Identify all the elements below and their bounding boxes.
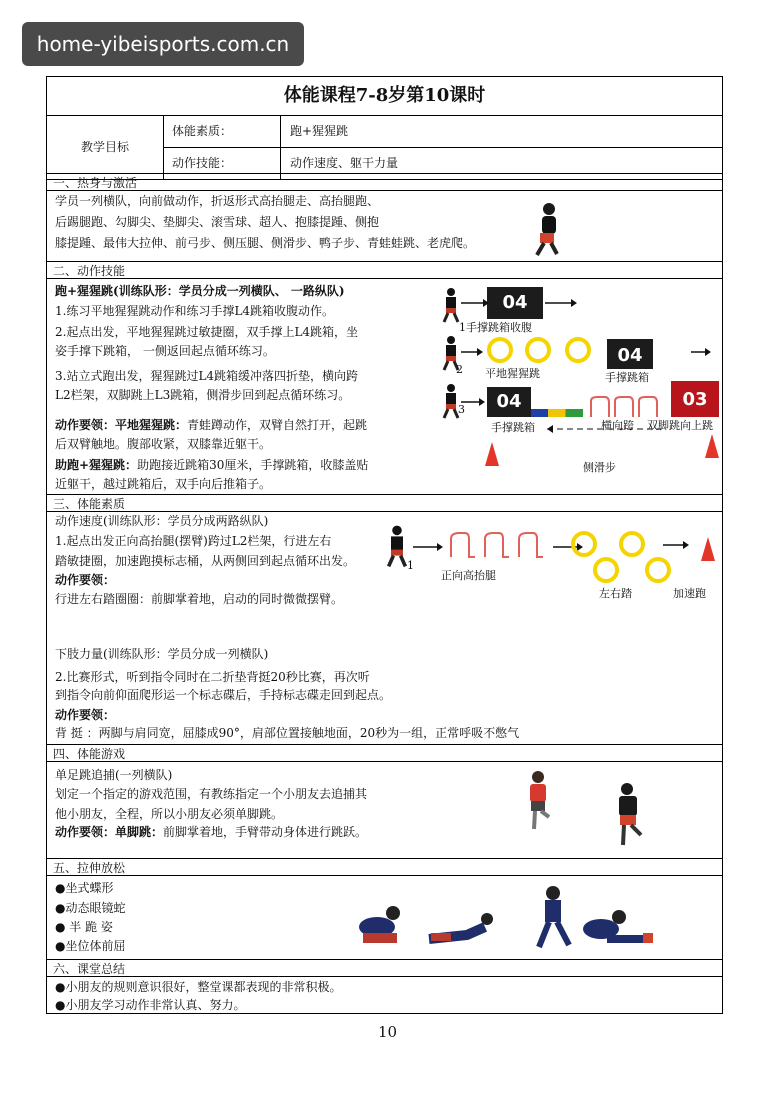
agility-ring — [593, 557, 619, 583]
goal-label: 教学目标 — [47, 115, 164, 179]
req-line: 近躯干，越过跳箱后，双手向后推箱子。 — [55, 477, 272, 491]
child-hopping-icon — [609, 781, 649, 847]
req-value: 前脚掌着地，手臂带动身体进行跳跃。 — [163, 825, 368, 839]
butterfly-pose-icon — [359, 906, 400, 943]
req-key: 动作要领：平地猩猩跳： — [55, 418, 188, 432]
req-value: 青蛙蹲动作，双臂自然打开，起跳 — [187, 418, 368, 432]
section-header-warmup: 一、热身与激活 — [47, 173, 722, 191]
vault-box: 03 — [671, 381, 719, 417]
warmup-line: 学员一列横队，向前做动作，折返形式高抬腿走、高抬腿跑、 — [55, 194, 380, 208]
game-line: 他小朋友，全程，所以小朋友必须单脚跳。 — [55, 807, 284, 821]
agility-ring — [571, 531, 597, 557]
stretch-item: ●坐位体前屈 — [55, 939, 126, 953]
summary-item: ●小朋友的规则意识很好，整堂课都表现的非常积极。 — [55, 980, 342, 994]
child-running-icon — [441, 287, 461, 323]
diagram-label: 左右踏 — [599, 587, 632, 600]
arrow-icon — [663, 539, 691, 551]
section-header-fitness: 三、体能素质 — [47, 494, 722, 512]
seated-forward-bend-icon — [583, 910, 653, 943]
fitness-line: 到指令向前仰面爬形运一个标志碟后，手持标志碟走回到起点。 — [55, 688, 392, 702]
divider — [280, 115, 281, 147]
skills-subtitle: 跑+猩猩跳(训练队形：学员分成一列横队、 一路纵队) — [55, 284, 345, 298]
kneeling-pose-icon — [539, 886, 569, 947]
page-number: 10 — [377, 1023, 398, 1041]
diagram-label: 1手撑跳箱收腹 — [459, 321, 532, 334]
teaching-goal-block — [47, 115, 722, 180]
skill-key: 动作技能： — [172, 156, 233, 170]
cone-icon — [485, 442, 499, 466]
diagram-number: 1 — [407, 559, 414, 572]
quality-value: 跑+猩猩跳 — [290, 124, 349, 138]
vault-box: 04 — [487, 387, 531, 417]
child-hopping-icon — [521, 769, 555, 831]
watermark: home-yibeisports.com.cn — [22, 22, 304, 66]
diagram-label: 横向跨 — [601, 419, 634, 432]
fitness-line: 1.起点出发正向高抬腿(摆臂)跨过L2栏架，行进左右 — [55, 534, 332, 548]
quality-key: 体能素质： — [172, 124, 233, 138]
lesson-plan-table — [46, 76, 723, 1014]
skills-line: 姿手撑下跳箱， 一侧返回起点循环练习。 — [55, 344, 275, 358]
diagram-label: 双脚跳向上跳 — [647, 419, 713, 432]
skill-value: 动作速度、躯干力量 — [290, 156, 399, 170]
diagram-label: 手撑跳箱 — [491, 421, 535, 434]
fitness-line: 2.比赛形式，听到指令同时在二折垫背挺20秒比赛，再次听 — [55, 670, 370, 684]
stretch-item: ● 半 跪 姿 — [55, 920, 113, 934]
cone-icon — [701, 537, 715, 561]
fitness-line: 行进左右踏圈圈：前脚掌着地，启动的同时微微摆臂。 — [55, 592, 344, 606]
req-line: 后双臂触地。腹部收紧，双膝靠近躯干。 — [55, 437, 272, 451]
diagram-label: 平地猩猩跳 — [485, 367, 540, 380]
section-header-summary: 六、课堂总结 — [47, 959, 722, 977]
fitness-line: 背 挺 ：两脚与肩同宽，屈膝成90°，肩部位置接触地面，20秒为一组，正常呼吸不憋气 — [55, 726, 520, 740]
section-header-game: 四、体能游戏 — [47, 744, 722, 762]
diagram-label: 侧滑步 — [583, 461, 616, 474]
skills-line: 1.练习平地猩猩跳动作和练习手撑L4跳箱收腹动作。 — [55, 304, 335, 318]
summary-item: ●小朋友学习动作非常认真、努力。 — [55, 998, 246, 1012]
diagram-label: 正向高抬腿 — [441, 569, 496, 582]
req-key: 助跑+猩猩跳： — [55, 458, 138, 472]
skills-line: L2栏架，双脚跳上L3跳箱，侧滑步回到起点循环练习。 — [55, 388, 351, 402]
diagram-label: 加速跑 — [673, 587, 706, 600]
req-key: 动作要领： — [55, 708, 116, 722]
section-header-skills: 二、动作技能 — [47, 261, 722, 279]
agility-ring — [487, 337, 513, 363]
vault-box: 04 — [487, 287, 543, 319]
warmup-line: 后踢腿跑、勾脚尖、垫脚尖、滚雪球、超人、抱膝提踵、侧抱 — [55, 215, 380, 229]
folding-mat — [531, 409, 583, 417]
cone-icon — [705, 434, 719, 458]
fitness-subtitle: 下肢力量(训练队形：学员分成一列横队) — [55, 647, 269, 661]
stretch-poses-illustration — [357, 883, 657, 955]
child-running-icon — [531, 201, 565, 257]
req-value: 助跑接近跳箱30厘米，手撑跳箱，收膝盖贴 — [137, 458, 369, 472]
diagram-label: 手撑跳箱 — [605, 371, 649, 384]
diagram-number: 3 — [458, 403, 465, 416]
agility-ring — [525, 337, 551, 363]
stretch-item: ●坐式蝶形 — [55, 881, 114, 895]
skills-line: 2.起点出发，平地猩猩跳过敏捷圈，双手撑上L4跳箱，坐 — [55, 325, 359, 339]
agility-ring — [565, 337, 591, 363]
req-key: 动作要领：单脚跳： — [55, 825, 164, 839]
skills-line: 3.站立式跑出发，猩猩跳过L4跳箱缓冲落四折垫，横向跨 — [55, 369, 359, 383]
section-header-stretch: 五、拉伸放松 — [47, 858, 722, 876]
diagram-number: 2 — [456, 363, 463, 376]
game-line: 划定一个指定的游戏范围，有教练指定一个小朋友去追捕其 — [55, 787, 368, 801]
game-subtitle: 单足跳追捕(一列横队) — [55, 768, 173, 782]
agility-ring — [645, 557, 671, 583]
stretch-item: ●动态眼镜蛇 — [55, 901, 126, 915]
vault-box: 04 — [607, 339, 653, 369]
agility-ring — [619, 531, 645, 557]
hurdle-icon — [587, 393, 663, 419]
req-key: 动作要领： — [55, 573, 116, 587]
hurdle-row-icon — [411, 529, 591, 559]
fitness-line: 踏敏捷圈，加速跑摸标志桶，从两侧回到起点循环出发。 — [55, 554, 356, 568]
child-running-icon — [385, 524, 409, 568]
fitness-subtitle: 动作速度(训练队形：学员分成两路纵队) — [55, 514, 269, 528]
warmup-line: 膝提踵、最伟大拉伸、前弓步、侧压腿、侧滑步、鸭子步、青蛙蛙跳、老虎爬。 — [55, 236, 476, 250]
cobra-pose-icon — [429, 913, 493, 941]
goal-row-quality — [164, 115, 722, 148]
page-title: 体能课程7-8岁第10课时 — [47, 77, 722, 116]
